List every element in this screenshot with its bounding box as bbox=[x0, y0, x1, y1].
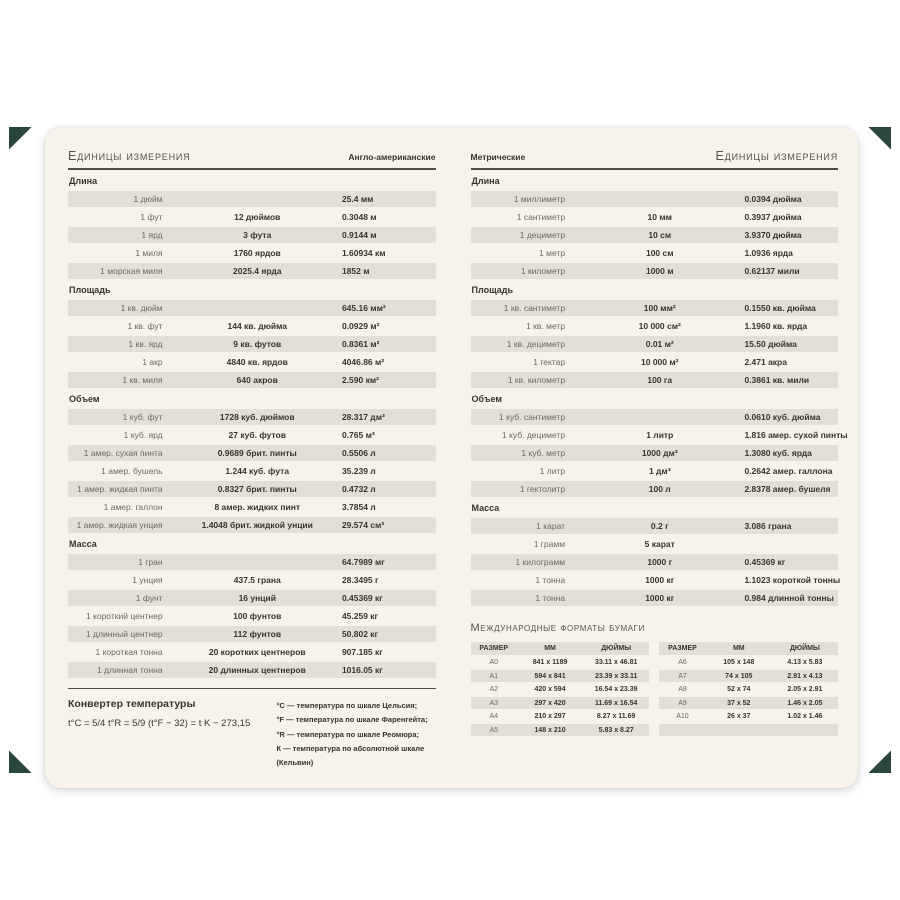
conversion-section bbox=[471, 503, 839, 606]
unit-cell: 1 кв. сантиметр bbox=[503, 302, 566, 313]
equivalent-cell: 1728 куб. дюймов bbox=[219, 411, 295, 422]
format-cell: A0 bbox=[489, 659, 499, 666]
table-row bbox=[68, 300, 436, 316]
table-row bbox=[68, 245, 436, 261]
mm-cell: 37 x 52 bbox=[727, 699, 751, 707]
mm-cell: 210 x 297 bbox=[534, 713, 566, 720]
metric-value-cell: 0.45369 кг bbox=[341, 592, 383, 603]
unit-cell: 1 кв. дециметр bbox=[506, 338, 566, 349]
unit-cell: 1 короткая тонна bbox=[95, 646, 163, 657]
equivalent-cell: 27 куб. футов bbox=[228, 429, 286, 440]
metric-value-cell: 28.317 дм³ bbox=[341, 411, 385, 422]
temperature-formula: t°C = 5/4 t°R = 5/9 (t°F − 32) = t K − 273,15 bbox=[68, 718, 251, 729]
table-row bbox=[471, 263, 839, 279]
equivalent-cell: 4840 кв. ярдов bbox=[226, 356, 288, 367]
paper-table-row bbox=[471, 697, 650, 709]
unit-cell: 1 километр bbox=[520, 265, 566, 276]
equivalent-cell: 0.01 м² bbox=[645, 338, 674, 349]
unit-cell: 1 дюйм bbox=[133, 193, 163, 204]
cover-corner-top-left bbox=[9, 127, 33, 151]
format-cell: A2 bbox=[489, 686, 499, 693]
unit-cell: 1 кв. метр bbox=[526, 320, 566, 331]
unit-cell: 1 карат bbox=[536, 520, 566, 531]
table-row bbox=[471, 445, 839, 461]
unit-cell: 1 ярд bbox=[141, 229, 163, 240]
mm-cell: 594 x 841 bbox=[534, 672, 566, 680]
format-cell: A3 bbox=[489, 699, 499, 707]
table-row bbox=[471, 572, 839, 588]
metric-value-cell: 0.3048 м bbox=[341, 211, 377, 222]
equivalent-cell: 1 литр bbox=[646, 429, 674, 440]
conversion-section bbox=[68, 176, 436, 279]
table-row bbox=[68, 554, 436, 570]
table-row bbox=[68, 590, 436, 606]
inches-cell: 5.83 x 8.27 bbox=[598, 726, 634, 734]
metric-value-cell: 0.8361 м² bbox=[341, 338, 380, 349]
equivalent-cell: 0.9689 брит. пинты bbox=[217, 447, 297, 458]
format-cell: A1 bbox=[489, 672, 499, 680]
right-sections bbox=[471, 176, 848, 606]
metric-value-cell: 15.50 дюйма bbox=[744, 338, 797, 349]
paper-table-row bbox=[659, 711, 838, 723]
metric-value-cell: 50.802 кг bbox=[341, 628, 379, 639]
section-title: Площадь bbox=[471, 285, 514, 295]
equivalent-cell: 9 кв. футов bbox=[233, 338, 282, 349]
metric-value-cell: 25.4 мм bbox=[341, 193, 374, 204]
table-row bbox=[471, 300, 839, 316]
inches-cell: 1.02 x 1.46 bbox=[787, 713, 823, 720]
temperature-note: °C — температура по шкале Цельсия; bbox=[276, 701, 418, 710]
paper-table-row bbox=[471, 684, 650, 696]
unit-cell: 1 амер. галлон bbox=[103, 501, 163, 512]
table-row bbox=[471, 191, 839, 207]
metric-value-cell: 907.185 кг bbox=[341, 646, 383, 657]
column-header: ММ bbox=[732, 645, 745, 652]
equivalent-cell: 10 000 см² bbox=[638, 320, 681, 331]
unit-cell: 1 куб. метр bbox=[521, 447, 566, 458]
metric-value-cell: 1.1960 кв. ярда bbox=[744, 320, 808, 331]
table-row bbox=[68, 463, 436, 479]
equivalent-cell: 100 см bbox=[645, 247, 674, 258]
unit-cell: 1 литр bbox=[539, 465, 566, 476]
metric-value-cell: 64.7989 мг bbox=[341, 556, 385, 567]
metric-value-cell: 4046.86 м² bbox=[341, 356, 385, 367]
table-row bbox=[68, 191, 436, 207]
equivalent-cell: 100 мм² bbox=[643, 302, 676, 313]
format-cell: A7 bbox=[678, 672, 687, 680]
equivalent-cell: 437.5 грана bbox=[233, 574, 281, 585]
table-row bbox=[68, 427, 436, 443]
equivalent-cell: 1000 кг bbox=[645, 592, 675, 603]
paper-formats-table-a6-a10 bbox=[659, 642, 838, 738]
page-title: Единицы измерения bbox=[68, 149, 191, 163]
paper-table-row bbox=[659, 670, 838, 682]
unit-cell: 1 сантиметр bbox=[516, 211, 566, 222]
unit-cell: 1 миля bbox=[135, 247, 163, 258]
metric-value-cell: 0.984 длинной тонны bbox=[744, 592, 834, 603]
paper-table-row bbox=[471, 657, 650, 669]
table-row bbox=[68, 608, 436, 624]
table-row bbox=[471, 209, 839, 225]
equivalent-cell: 1.244 куб. фута bbox=[225, 465, 290, 476]
paper-table-header-row bbox=[471, 642, 650, 655]
paper-table-row bbox=[471, 670, 650, 682]
table-row bbox=[68, 662, 436, 678]
table-row bbox=[471, 336, 839, 352]
table-row bbox=[471, 463, 839, 479]
equivalent-cell: 1760 ярдов bbox=[233, 247, 281, 258]
metric-value-cell: 0.3861 кв. мили bbox=[744, 374, 810, 385]
unit-cell: 1 грамм bbox=[533, 538, 566, 549]
section-title: Длина bbox=[69, 176, 98, 186]
column-header: ДЮЙМЫ bbox=[601, 645, 632, 652]
metric-value-cell: 1852 м bbox=[341, 265, 370, 276]
unit-cell: 1 куб. сантиметр bbox=[499, 411, 566, 422]
paper-formats-table-a0-a5 bbox=[471, 642, 650, 738]
metric-value-cell: 1016.05 кг bbox=[341, 664, 383, 675]
format-cell: A10 bbox=[676, 713, 689, 720]
section-title: Площадь bbox=[69, 285, 111, 295]
metric-value-cell: 645.16 мм² bbox=[341, 302, 386, 313]
unit-cell: 1 кв. миля bbox=[122, 374, 163, 385]
table-row bbox=[68, 644, 436, 660]
metric-value-cell: 29.574 см³ bbox=[341, 519, 385, 530]
left-column bbox=[68, 149, 436, 772]
metric-value-cell: 0.4732 л bbox=[341, 483, 376, 494]
mm-cell: 52 x 74 bbox=[727, 686, 751, 693]
table-row bbox=[471, 536, 839, 552]
metric-value-cell: 28.3495 г bbox=[341, 574, 379, 585]
table-row bbox=[471, 372, 839, 388]
temperature-note: °R — температура по шкале Реомюра; bbox=[276, 729, 419, 739]
equivalent-cell: 20 коротких центнеров bbox=[208, 646, 306, 657]
format-cell: A6 bbox=[678, 659, 687, 666]
table-row bbox=[471, 554, 839, 570]
metric-value-cell: 3.9370 дюйма bbox=[744, 229, 802, 240]
equivalent-cell: 100 га bbox=[647, 374, 673, 385]
metric-value-cell: 2.8378 амер. бушеля bbox=[744, 483, 831, 494]
page-content bbox=[68, 149, 848, 772]
unit-cell: 1 гектар bbox=[533, 356, 566, 367]
metric-value-cell: 45.259 кг bbox=[341, 610, 379, 621]
equivalent-cell: 8 амер. жидких пинт bbox=[214, 501, 301, 512]
equivalent-cell: 1000 кг bbox=[645, 574, 675, 585]
section-title: Объем bbox=[69, 394, 100, 404]
equivalent-cell: 16 унций bbox=[238, 592, 276, 603]
table-row bbox=[68, 209, 436, 225]
unit-cell: 1 амер. жидкая пинта bbox=[77, 483, 163, 494]
table-row bbox=[471, 354, 839, 370]
left-sections bbox=[68, 176, 436, 678]
metric-value-cell: 1.0936 ярда bbox=[744, 247, 793, 258]
unit-cell: 1 куб. ярд bbox=[123, 429, 163, 440]
unit-cell: 1 гран bbox=[138, 556, 163, 567]
unit-cell: 1 тонна bbox=[535, 574, 566, 585]
paper-table-row bbox=[471, 711, 650, 723]
unit-cell: 1 длинный центнер bbox=[85, 628, 163, 639]
unit-cell: 1 акр bbox=[142, 356, 163, 367]
equivalent-cell: 100 л bbox=[648, 483, 671, 494]
unit-cell: 1 куб. дециметр bbox=[502, 429, 566, 440]
cover-corner-bottom-left bbox=[9, 749, 33, 773]
inches-cell: 1.46 x 2.05 bbox=[787, 699, 823, 707]
unit-cell: 1 длинная тонна bbox=[97, 664, 163, 675]
format-cell: A8 bbox=[678, 686, 687, 693]
column-header: РАЗМЕР bbox=[479, 645, 509, 652]
metric-value-cell: 1.60934 км bbox=[341, 247, 386, 258]
metric-value-cell: 2.471 акра bbox=[744, 356, 787, 367]
unit-cell: 1 дециметр bbox=[519, 229, 566, 240]
equivalent-cell: 10 мм bbox=[647, 211, 672, 222]
metric-value-cell: 1.816 амер. сухой пинты bbox=[744, 429, 848, 440]
inches-cell: 8.27 x 11.69 bbox=[596, 713, 636, 720]
metric-value-cell: 0.45369 кг bbox=[744, 556, 786, 567]
mm-cell: 148 x 210 bbox=[534, 726, 566, 734]
mm-cell: 841 x 1189 bbox=[532, 659, 568, 666]
temperature-note: К — температура по абсолютной шкале (Кельвин) bbox=[276, 743, 425, 767]
conversion-section bbox=[471, 285, 839, 388]
metric-value-cell: 3.086 грана bbox=[744, 520, 792, 531]
unit-cell: 1 кв. километр bbox=[507, 374, 566, 385]
inches-cell: 11.69 x 16.54 bbox=[594, 699, 638, 707]
mm-cell: 105 x 148 bbox=[723, 659, 755, 666]
paper-table-row bbox=[471, 724, 650, 736]
table-row bbox=[68, 318, 436, 334]
cover-corner-top-right bbox=[867, 127, 891, 151]
equivalent-cell: 1.4048 брит. жидкой унции bbox=[201, 519, 313, 530]
unit-cell: 1 фунт bbox=[135, 592, 163, 603]
equivalent-cell: 144 кв. дюйма bbox=[227, 320, 288, 331]
conversion-section bbox=[68, 394, 436, 533]
metric-value-cell: 0.0394 дюйма bbox=[744, 193, 802, 204]
table-row bbox=[68, 572, 436, 588]
metric-value-cell: 0.765 м³ bbox=[341, 429, 375, 440]
table-row bbox=[471, 318, 839, 334]
format-cell: A9 bbox=[678, 699, 687, 707]
format-cell: A4 bbox=[489, 713, 499, 720]
right-column-header bbox=[471, 149, 839, 170]
unit-cell: 1 унция bbox=[132, 574, 163, 585]
units-system-label: Метрические bbox=[470, 152, 526, 162]
unit-cell: 1 кв. ярд bbox=[128, 338, 163, 349]
inches-cell: 2.91 x 4.13 bbox=[787, 672, 823, 680]
table-row bbox=[471, 481, 839, 497]
equivalent-cell: 0.8327 брит. пинты bbox=[217, 483, 297, 494]
equivalent-cell: 0.2 г bbox=[650, 520, 669, 531]
paper-table-row bbox=[659, 684, 838, 696]
temperature-converter bbox=[68, 688, 436, 770]
conversion-section bbox=[471, 176, 839, 279]
inches-cell: 33.11 x 46.81 bbox=[594, 659, 638, 666]
metric-value-cell: 35.239 л bbox=[341, 465, 376, 476]
unit-cell: 1 фут bbox=[140, 211, 163, 222]
metric-value-cell: 2.590 км² bbox=[341, 374, 379, 385]
mm-cell: 420 x 594 bbox=[534, 686, 566, 693]
table-row bbox=[68, 263, 436, 279]
metric-value-cell: 0.3937 дюйма bbox=[744, 211, 802, 222]
unit-cell: 1 кв. дюйм bbox=[120, 302, 163, 313]
units-system-label: Англо-американские bbox=[348, 152, 436, 162]
metric-value-cell: 0.62137 мили bbox=[744, 265, 800, 276]
metric-value-cell: 1.1023 короткой тонны bbox=[744, 574, 841, 585]
temperature-converter-left bbox=[68, 698, 266, 770]
paper-formats-title: Международные форматы бумаги bbox=[470, 622, 645, 634]
table-row bbox=[68, 481, 436, 497]
format-cell: A5 bbox=[489, 726, 499, 734]
column-header: ММ bbox=[544, 645, 556, 652]
metric-value-cell: 1.3080 куб. ярда bbox=[744, 447, 812, 458]
unit-cell: 1 куб. фут bbox=[122, 411, 163, 422]
paper-formats-tables bbox=[471, 642, 839, 738]
unit-cell: 1 кв. фут bbox=[127, 320, 163, 331]
metric-value-cell: 0.0929 м² bbox=[341, 320, 380, 331]
mm-cell: 26 x 37 bbox=[727, 713, 751, 720]
column-header: ДЮЙМЫ bbox=[789, 645, 820, 652]
left-column-header bbox=[68, 149, 436, 170]
table-row bbox=[68, 409, 436, 425]
column-header: РАЗМЕР bbox=[668, 645, 697, 652]
mm-cell: 74 x 105 bbox=[725, 672, 753, 680]
temperature-notes bbox=[276, 698, 435, 770]
paper-table-filler-row bbox=[659, 724, 838, 736]
section-title: Масса bbox=[471, 503, 500, 513]
equivalent-cell: 1000 м bbox=[645, 265, 674, 276]
unit-cell: 1 амер. сухая пинта bbox=[83, 447, 163, 458]
equivalent-cell: 112 фунтов bbox=[233, 628, 282, 639]
table-row bbox=[471, 227, 839, 243]
equivalent-cell: 12 дюймов bbox=[234, 211, 281, 222]
conversion-section bbox=[68, 539, 436, 678]
equivalent-cell: 5 карат bbox=[644, 538, 675, 549]
paper-table-row bbox=[659, 697, 838, 709]
conversion-section bbox=[68, 285, 436, 388]
unit-cell: 1 метр bbox=[539, 247, 566, 258]
notebook-page bbox=[45, 127, 858, 788]
table-row bbox=[471, 409, 839, 425]
temperature-converter-title: Конвертер температуры bbox=[68, 698, 196, 710]
table-row bbox=[68, 445, 436, 461]
table-row bbox=[68, 499, 436, 515]
metric-value-cell: 0.5506 л bbox=[341, 447, 376, 458]
table-row bbox=[68, 336, 436, 352]
table-row bbox=[471, 245, 839, 261]
table-row bbox=[471, 427, 848, 443]
unit-cell: 1 короткий центнер bbox=[85, 610, 163, 621]
right-column bbox=[470, 149, 848, 772]
conversion-section bbox=[471, 394, 848, 497]
unit-cell: 1 амер. жидкая унция bbox=[76, 519, 163, 530]
unit-cell: 1 миллиметр bbox=[513, 193, 566, 204]
metric-value-cell: 0.1550 кв. дюйма bbox=[744, 302, 816, 313]
inches-cell: 23.39 x 33.11 bbox=[594, 672, 638, 680]
metric-value-cell: 3.7854 л bbox=[341, 501, 376, 512]
paper-table-row bbox=[659, 657, 838, 669]
unit-cell: 1 тонна bbox=[535, 592, 566, 603]
table-row bbox=[471, 518, 839, 534]
inches-cell: 2.05 x 2.91 bbox=[787, 686, 823, 693]
equivalent-cell: 20 длинных центнеров bbox=[208, 664, 306, 675]
unit-cell: 1 амер. бушель bbox=[101, 465, 163, 476]
paper-table-header-row bbox=[659, 642, 838, 655]
metric-value-cell: 0.9144 м bbox=[341, 229, 377, 240]
table-row bbox=[68, 227, 436, 243]
cover-corner-bottom-right bbox=[867, 749, 891, 773]
table-row bbox=[68, 354, 436, 370]
equivalent-cell: 640 акров bbox=[236, 374, 278, 385]
mm-cell: 297 x 420 bbox=[534, 699, 566, 707]
section-title: Длина bbox=[471, 176, 500, 186]
unit-cell: 1 килограмм bbox=[515, 556, 566, 567]
table-row bbox=[68, 626, 436, 642]
inches-cell: 16.54 x 23.39 bbox=[594, 686, 638, 693]
equivalent-cell: 1 дм³ bbox=[648, 465, 671, 476]
equivalent-cell: 10 см bbox=[648, 229, 672, 240]
table-row bbox=[68, 517, 436, 533]
equivalent-cell: 1000 дм³ bbox=[641, 447, 678, 458]
equivalent-cell: 10 000 м² bbox=[641, 356, 679, 367]
temperature-note: °F — температура по шкале Фаренгейта; bbox=[276, 715, 428, 725]
equivalent-cell: 100 фунтов bbox=[233, 610, 282, 621]
page-title: Единицы измерения bbox=[715, 149, 838, 163]
table-row bbox=[471, 590, 839, 606]
equivalent-cell: 3 фута bbox=[243, 229, 272, 240]
section-title: Масса bbox=[69, 539, 97, 549]
metric-value-cell: 0.2642 амер. галлона bbox=[744, 465, 833, 476]
section-title: Объем bbox=[471, 394, 503, 404]
table-row bbox=[68, 372, 436, 388]
equivalent-cell: 2025.4 ярда bbox=[233, 265, 282, 276]
metric-value-cell: 0.0610 куб. дюйма bbox=[744, 411, 821, 422]
unit-cell: 1 морская миля bbox=[100, 265, 163, 276]
unit-cell: 1 гектолитр bbox=[519, 483, 566, 494]
equivalent-cell: 1000 г bbox=[647, 556, 673, 567]
inches-cell: 4.13 x 5.83 bbox=[787, 659, 823, 666]
